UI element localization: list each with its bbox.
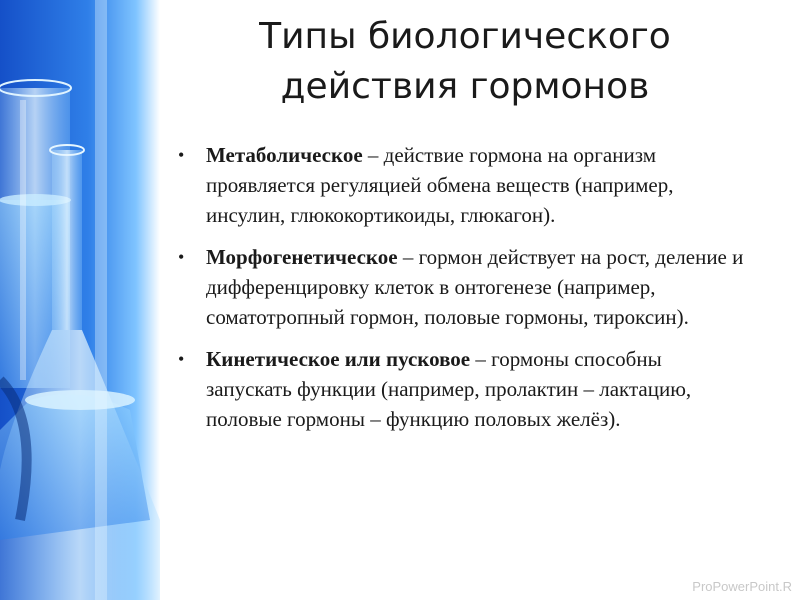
bullet-term: Морфогенетическое [206,245,398,269]
bullet-item-metabolic [172,140,752,230]
bullet-text: – действие гормона на организм проявляется регуляцией обмена веществ (например, инсулин, глюкокортикоиды, глюкагон). [206,143,674,227]
bullet-icon: • [178,349,185,369]
slide-title-line-1: Типы биологического [259,16,671,57]
bullet-icon: • [178,145,185,165]
bullet-icon: • [178,247,185,267]
laboratory-glassware-photo [0,0,160,600]
bullet-term: Метаболическое [206,143,363,167]
bullet-term: Кинетическое или пусковое [206,347,471,371]
slide-title [170,12,760,112]
bullet-text: – гормоны способны запускать функции (например, пролактин – лактацию, половые гормоны – функцию половых желёз). [206,347,692,431]
watermark: ProPowerPoint.R [692,579,792,594]
bullet-list [172,140,752,446]
bullet-text: – гормон действует на рост, деление и дифференцировку клеток в онтогенезе (например, соматотропный гормон, половые гормоны, тироксин). [206,245,744,329]
bullet-item-morphogenetic [172,242,752,332]
slide-title-line-2: действия гормонов [280,66,650,107]
bullet-item-kinetic [172,344,752,434]
